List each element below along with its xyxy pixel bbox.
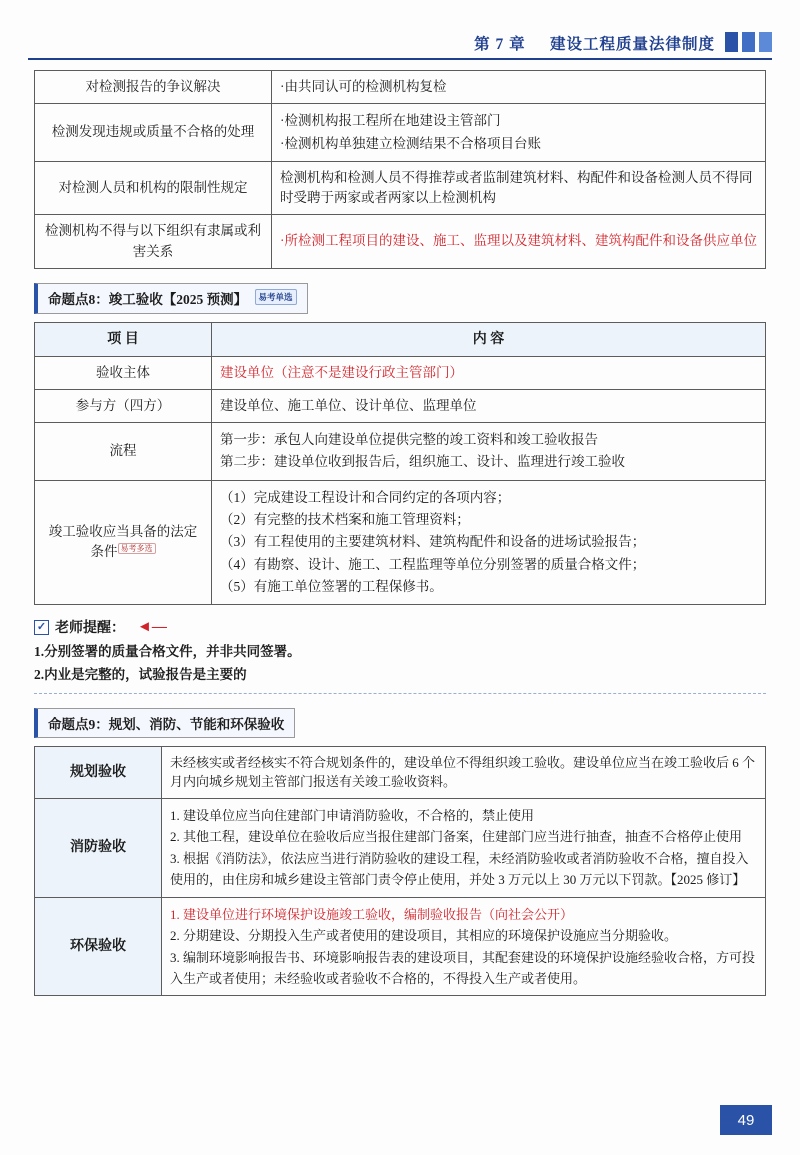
page-title xyxy=(474,32,715,54)
row-label: 环保验收 xyxy=(35,897,162,996)
section-8-label xyxy=(34,283,308,314)
checkbox-icon: ✓ xyxy=(34,620,49,635)
table-row xyxy=(35,897,766,996)
section-8-header xyxy=(34,283,800,314)
row-content xyxy=(162,798,766,897)
table-header-row xyxy=(35,322,766,356)
row-content xyxy=(162,897,766,996)
chapter-label: 第 7 章 xyxy=(474,36,526,53)
row-content-highlight: ·所检测工程项目的建设、施工、监理以及建筑材料、建筑构配件和设备供应单位 xyxy=(280,233,757,249)
row-label: 消防验收 xyxy=(35,798,162,897)
table-row xyxy=(35,71,766,104)
row-label: 参与方（四方） xyxy=(35,389,212,422)
row-content-line: 第一步：承包人向建设单位提供完整的竣工资料和竣工验收报告 xyxy=(220,432,598,448)
row-content: ·由共同认可的检测机构复检 xyxy=(272,71,766,104)
exam-tag: 易考单选 xyxy=(255,289,297,305)
row-label-text: 检测发现违规或质量不合格的处理 xyxy=(51,124,255,140)
row-content: 检测机构和检测人员不得推荐或者监制建筑材料、构配件和设备检测人员不得同时受聘于两家或者两家以上检测机构 xyxy=(272,161,766,215)
row-label xyxy=(35,104,272,162)
row-content xyxy=(212,480,766,604)
row-content-line: ·检测机构报工程所在地建设主管部门 xyxy=(280,113,501,129)
row-content: 建设单位、施工单位、设计单位、监理单位 xyxy=(212,389,766,422)
table-row xyxy=(35,480,766,604)
row-content-line: 3. 根据《消防法》，依法应当进行消防验收的建设工程，未经消防验收或者消防验收不合格，擅自投入使用的，由住房和城乡建设主管部门责令停止使用，并处 3 万元以上 30 万元以下罚款。【2025 修订】 xyxy=(170,850,749,888)
table-row xyxy=(35,423,766,481)
page-header xyxy=(28,0,772,60)
column-header-content: 内 容 xyxy=(212,322,766,356)
row-content-line: 1. 建设单位应当向住建部门申请消防验收，不合格的，禁止使用 xyxy=(170,807,535,823)
row-content-line: 第二步：建设单位收到报告后，组织施工、设计、监理进行竣工验收 xyxy=(220,454,625,470)
row-content-line: 2. 其他工程，建设单位在验收后应当报住建部门备案，住建部门应当进行抽查，抽查不合格停止使用 xyxy=(170,829,743,845)
teacher-note-title: 老师提醒： xyxy=(55,621,125,637)
row-content xyxy=(212,356,766,389)
table-row xyxy=(35,356,766,389)
row-content xyxy=(272,104,766,162)
row-content-line: ·检测机构单独建立检测结果不合格项目台账 xyxy=(280,135,541,151)
row-label: 验收主体 xyxy=(35,356,212,389)
completion-acceptance-table xyxy=(34,322,766,605)
row-content-line: 2. 分期建设、分期投入生产或者使用的建设项目，其相应的环境保护设施应当分期验收。 xyxy=(170,928,678,944)
teacher-note-header xyxy=(34,617,766,637)
column-header-item: 项 目 xyxy=(35,322,212,356)
table-row xyxy=(35,746,766,798)
table-row xyxy=(35,389,766,422)
row-content-line: （1）完成建设工程设计和合同约定的各项内容； xyxy=(220,489,511,505)
row-content xyxy=(272,215,766,269)
row-content-line: （3）有工程使用的主要建筑材料、建筑构配件和设备的进场试验报告； xyxy=(220,534,646,550)
teacher-note-line: 1.分别签署的质量合格文件，并非共同签署。 xyxy=(34,644,301,660)
arrow-left-icon: ◄— xyxy=(137,618,167,635)
table-row xyxy=(35,215,766,269)
row-label xyxy=(35,480,212,604)
chapter-title: 建设工程质量法律制度 xyxy=(549,36,715,53)
row-label: 流程 xyxy=(35,423,212,481)
row-label: 对检测报告的争议解决 xyxy=(35,71,272,104)
row-label: 对检测人员和机构的限制性规定 xyxy=(35,161,272,215)
row-content-line: （2）有完整的技术档案和施工管理资料； xyxy=(220,511,470,527)
header-decoration-bars xyxy=(725,32,772,52)
teacher-note-line: 2.内业是完整的，试验报告是主要的 xyxy=(34,666,247,682)
inspection-rules-table xyxy=(34,70,766,269)
acceptance-types-table xyxy=(34,746,766,997)
row-content: 未经核实或者经核实不符合规划条件的，建设单位不得组织竣工验收。建设单位应当在竣工验收后 6 个月内向城乡规划主管部门报送有关竣工验收资料。 xyxy=(162,746,766,798)
row-label: 检测机构不得与以下组织有隶属或利害关系 xyxy=(35,215,272,269)
section-8-label-text: 命题点8：竣工验收【2025 预测】 xyxy=(48,291,248,307)
section-9-header xyxy=(34,708,800,738)
row-content-line: 3. 编制环境影响报告书、环境影响报告表的建设项目，其配套建设的环境保护设施经验收合格，方可投入生产或者使用；未经验收或者验收不合格的，不得投入生产或者使用。 xyxy=(170,949,756,986)
row-content xyxy=(212,423,766,481)
row-content-line: （5）有施工单位签署的工程保修书。 xyxy=(220,578,443,594)
row-content-line: 1. 建设单位进行环境保护设施竣工验收，编制验收报告（向社会公开） xyxy=(170,906,574,922)
table-row xyxy=(35,798,766,897)
section-9-label: 命题点9：规划、消防、节能和环保验收 xyxy=(34,708,295,738)
exam-tag-multi: 易考多选 xyxy=(118,543,156,554)
row-label: 规划验收 xyxy=(35,746,162,798)
row-label-text: 竣工验收应当具备的法定条件 xyxy=(48,524,198,560)
teacher-note xyxy=(34,617,766,694)
row-content-line: （4）有勘察、设计、施工、工程监理等单位分别签署的质量合格文件； xyxy=(220,556,646,572)
row-content-highlight: 建设单位（注意不是建设行政主管部门） xyxy=(220,364,463,380)
table-row xyxy=(35,104,766,162)
table-row xyxy=(35,161,766,215)
page-number: 49 xyxy=(720,1105,772,1135)
